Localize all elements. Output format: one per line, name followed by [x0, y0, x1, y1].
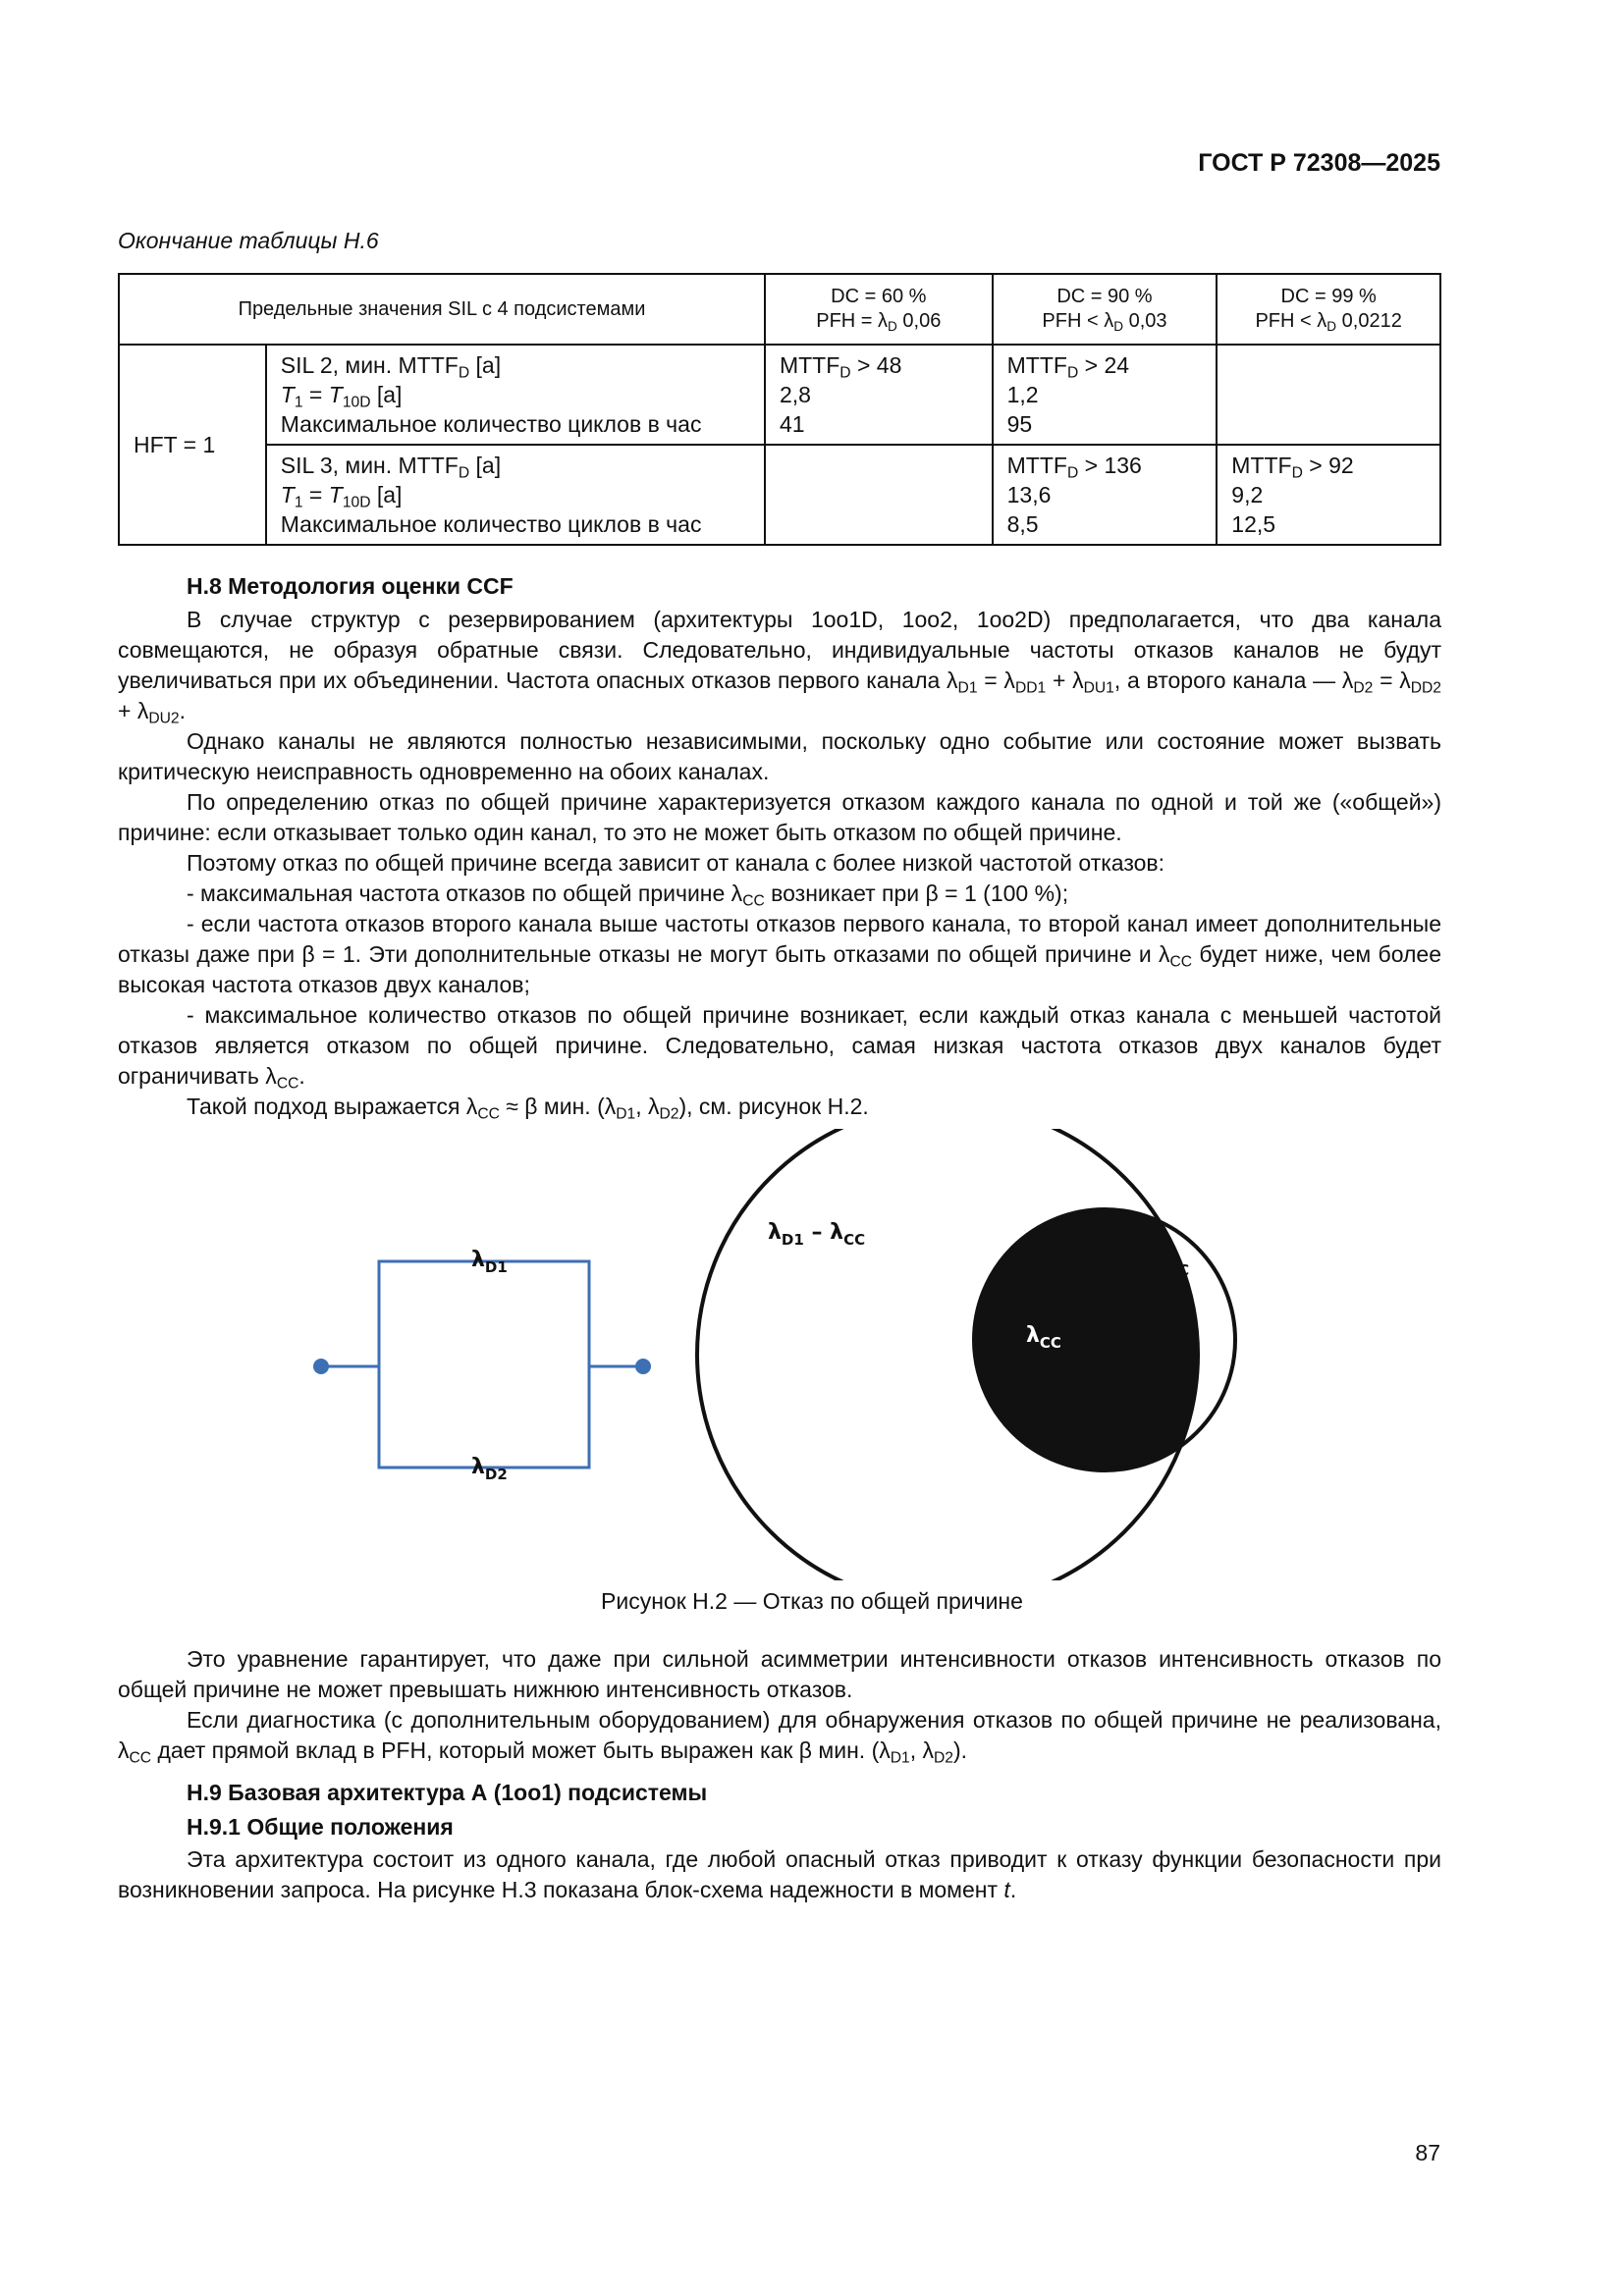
intersection-label: $\lambda_{CC}$	[1026, 1323, 1061, 1352]
paragraph: Это уравнение гарантирует, что даже при сильной асимметрии интенсивности отказов интенсивность отказов по общей причине не может превышать нижнюю интенсивность отказов.	[118, 1646, 1441, 1702]
list-item: - максимальная частота отказов по общей причине $\lambda_{CC}$ возникает при β = 1 (100 %);	[187, 881, 1069, 910]
input-node	[313, 1359, 329, 1374]
document-code: ГОСТ Р 72308—2025	[1198, 149, 1440, 177]
paragraph: По определению отказ по общей причине характеризуется отказом каждого канала по одной и той же («общей») причине: если отказывает только один канал, то это не может быть отказом по общей причине.	[118, 789, 1441, 845]
common-cause-failure-figure	[0, 1129, 1624, 1580]
section-h9-heading: Н.9 Базовая архитектура А (1оо1) подсистемы	[187, 1780, 708, 1805]
table-row-sil2	[119, 345, 1440, 445]
section-h91-heading: Н.9.1 Общие положения	[187, 1814, 454, 1840]
small-circle-label: $\lambda_{D2} - \lambda_{CC}$	[1092, 1251, 1190, 1279]
big-circle-label: $\lambda_{D1} - \lambda_{CC}$	[768, 1220, 866, 1249]
hft-cell: HFT = 1	[119, 345, 266, 545]
sil-limits-table	[118, 273, 1441, 546]
sil3-dc60-cell	[765, 445, 993, 545]
table-header-row	[119, 274, 1440, 345]
paragraph: Если диагностика (с дополнительным оборудованием) для обнаружения отказов по общей причине не реализована, $\lambda_{CC}$ дает прямой вклад в PFH, который может быть выражен как β мин. ($\lambda_{D1}$, $\lambda_{D2}$).	[118, 1707, 1441, 1767]
page-number: 87	[1415, 2140, 1440, 2165]
lambda-d1-label: $\lambda_{D1}$	[471, 1248, 508, 1276]
venn-diagram	[697, 1129, 1235, 1580]
paragraph: Однако каналы не являются полностью независимыми, поскольку одно событие или состояние может вызвать критическую неисправность одновременно на обоих каналах.	[118, 728, 1441, 784]
right-bracket	[540, 1261, 589, 1468]
sil3-label-cell: SIL 3, мин. $MTTF_D$ [a] $T_1 = T_{10D}$ [a] Максимальное количество циклов в час	[266, 445, 765, 545]
header-label-cell: Предельные значения SIL с 4 подсистемами	[119, 274, 765, 345]
sil2-dc99-cell	[1217, 345, 1440, 445]
paragraph: В случае структур с резервированием (архитектуры 1оо1D, 1оо2, 1оо2D) предполагается, что два канала совмещаются, не образуя обратные связи. Следовательно, индивидуальные частоты отказов каналов не будут увеличиваться при их объединении. Частота опасных отказов первого канала $\lambda_{D1} = \lambda_{DD1} + \lambda_{DU1}$, а второго канала — $\lambda_{D2} = \lambda_{DD2} + \lambda_{DU2}$.	[118, 607, 1441, 727]
paragraph: Эта архитектура состоит из одного канала, где любой опасный отказ приводит к отказу функции безопасности при возникновении запроса. На рисунке Н.3 показана блок-схема надежности в момент t.	[118, 1846, 1441, 1902]
list-item: - если частота отказов второго канала выше частоты отказов первого канала, то второй канал имеет дополнительные отказы даже при β = 1. Эти дополнительные отказы не могут быть отказами по общей причине и $\lambda_{CC}$ будет ниже, чем более высокая частота отказов двух каналов;	[118, 911, 1441, 997]
table-caption: Окончание таблицы Н.6	[118, 228, 379, 253]
list-item: - максимальное количество отказов по общей причине возникает, если каждый отказ канала с меньшей частотой отказов является отказом по общей причине. Следовательно, самая низкая частота отказов двух каналов будет ограничивать $\lambda_{CC}$.	[118, 1002, 1441, 1093]
sil3-dc99-cell: $MTTF_D > 92$ 9,2 12,5	[1217, 445, 1440, 545]
section-h8	[118, 571, 1441, 1122]
sil2-label-cell: SIL 2, мин. $MTTF_D$ [a] $T_1 = T_{10D}$ [a] Максимальное количество циклов в час	[266, 345, 765, 445]
lambda-d2-label: $\lambda_{D2}$	[471, 1455, 508, 1483]
header-dc99: DC = 99 % PFH < $\lambda_D$ 0,0212	[1217, 274, 1440, 345]
sil2-dc90-cell: $MTTF_D > 24$ 1,2 95	[993, 345, 1218, 445]
figure-caption: Рисунок Н.2 — Отказ по общей причине	[601, 1588, 1023, 1614]
paragraph: Поэтому отказ по общей причине всегда зависит от канала с более низкой частотой отказов:	[187, 850, 1165, 876]
output-node	[635, 1359, 651, 1374]
left-bracket	[379, 1261, 428, 1468]
sil3-dc90-cell: $MTTF_D > 136$ 13,6 8,5	[993, 445, 1218, 545]
sil2-dc60-cell: $MTTF_D > 48$ 2,8 41	[765, 345, 993, 445]
section-h8-heading: Н.8 Методология оценки CCF	[187, 573, 514, 599]
header-dc90: DC = 90 % PFH < $\lambda_D$ 0,03	[993, 274, 1218, 345]
header-dc60: DC = 60 % PFH = $\lambda_D$ 0,06	[765, 274, 993, 345]
section-after-figure	[118, 1644, 1441, 1905]
table-row-sil3	[119, 445, 1440, 545]
paragraph: Такой подход выражается $\lambda_{CC} \approx \beta$ мин. ($\lambda_{D1}$, $\lambda_{D2}$), см. рисунок Н.2.	[187, 1094, 869, 1123]
parallel-channels-block	[321, 1261, 643, 1468]
